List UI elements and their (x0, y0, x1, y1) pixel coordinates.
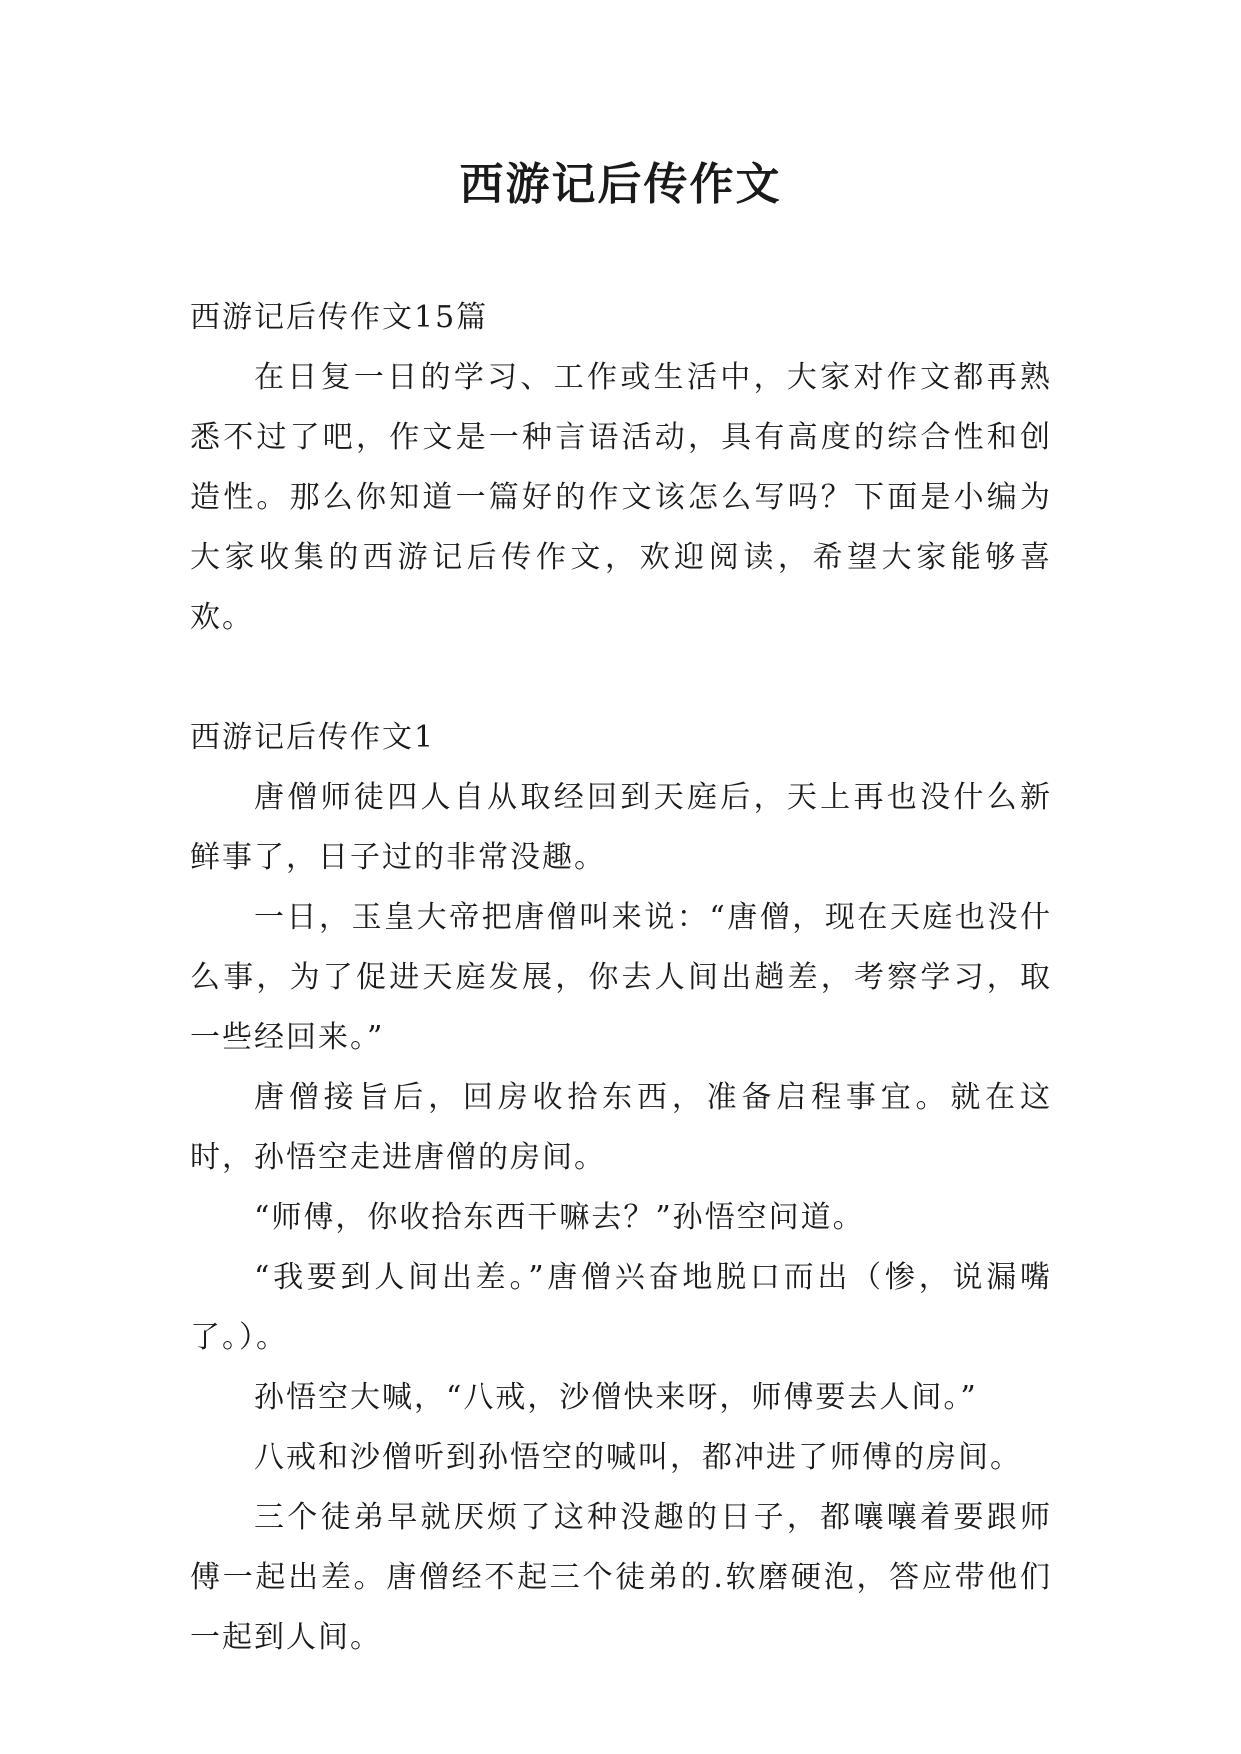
intro-paragraph: 在日复一日的学习、工作或生活中，大家对作文都再熟悉不过了吧，作文是一种言语活动，具有高度的综合性和创造性。那么你知道一篇好的作文该怎么写吗？下面是小编为大家收集的西游记后传作文，欢迎阅读，希望大家能够喜欢。 (190, 360, 1052, 635)
body-paragraph: 唐僧师徒四人自从取经回到天庭后，天上再也没什么新鲜事了，日子过的非常没趣。 (190, 780, 1052, 875)
section-heading: 西游记后传作文1 (190, 720, 436, 755)
body-paragraph: “我要到人间出差。”唐僧兴奋地脱口而出（惨，说漏嘴了。）。 (190, 1260, 1052, 1355)
body-paragraph: 三个徒弟早就厌烦了这种没趣的日子，都嚷嚷着要跟师傅一起出差。唐僧经不起三个徒弟的.软磨硬泡，答应带他们一起到人间。 (190, 1500, 1052, 1655)
body-paragraph: 一日，玉皇大帝把唐僧叫来说：“唐僧，现在天庭也没什么事，为了促进天庭发展，你去人间出趟差，考察学习，取一些经回来。” (190, 900, 1052, 1055)
body-paragraph: “师傅，你收拾东西干嘛去？”孙悟空问道。 (254, 1200, 865, 1235)
subtitle: 西游记后传作文15篇 (190, 300, 489, 335)
document-body (190, 288, 1052, 1668)
body-paragraph: 唐僧接旨后，回房收拾东西，准备启程事宜。就在这时，孙悟空走进唐僧的房间。 (190, 1080, 1052, 1175)
body-paragraph: 八戒和沙僧听到孙悟空的喊叫，都冲进了师傅的房间。 (254, 1440, 1022, 1475)
section-spacer (190, 648, 1052, 708)
document-title: 西游记后传作文 (459, 159, 782, 210)
body-paragraph: 孙悟空大喊，“八戒，沙僧快来呀，师傅要去人间。” (254, 1380, 978, 1415)
